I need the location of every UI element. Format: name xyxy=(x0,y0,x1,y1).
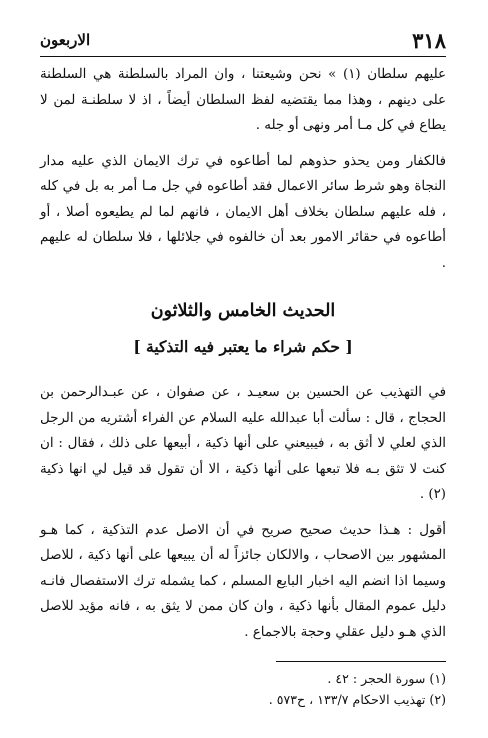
running-title: الاربعون xyxy=(40,31,91,49)
page-body xyxy=(40,62,446,710)
intro-paragraph-1: عليهم سلطان (١) » نحن وشيعتنا ، وان المراد بالسلطنة هي السلطنة على دينهم ، وهذا مما يقتضيه لفظ السلطان أيضاً ، اذ لا سلطنـة لمن لا يطاع في كل مـا أمر ونهى أو جله . xyxy=(40,67,447,133)
hadith-title: الحديث الخامس والثلاثون xyxy=(150,301,336,321)
footnote-1: (١) سورة الحجر : ٤٢ . xyxy=(327,671,446,686)
commentary-paragraph: أقول : هـذا حديث صحيح صريح في أن الاصل عدم التذكية ، كما هـو المشهور بين الاصحاب ، والالكان جائزاً له أن يبيعها على أنها ذكية ، للاصل وسيما اذا انضم اليه اخبار البايع المسلم ، كما يشمله ترك الاستفصال فانـه دليل عموم المقال بأنها ذكية ، وان كان ممن لا يثق به ، فانه مؤيد للاصل الذي هـو دليل عقلي وحجة بالاجماع . xyxy=(40,522,446,640)
footnote-2: (٢) تهذيب الاحكام ١٣٣/٧ ، ح٥٧٣ . xyxy=(268,692,446,707)
footnote-rule xyxy=(276,661,446,662)
hadith-paragraph: في التهذيب عن الحسين بن سعيـد ، عن صفوان ، عن عبـدالرحمن بن الحجاج ، قال : سألت أبا عبدالله عليه السلام عن الفراء أشتريه من الرجل الذي لعلي لا أثق به ، فيبيعني على أنها ذكية ، أبيعها على ذلك ، فقال : ان كنت لا تثق بـه فلا تبعها على أنها ذكية ، الا أن تقول قد قيل لي انها ذكية (٢) . xyxy=(40,385,446,502)
page-header xyxy=(40,26,446,54)
intro-paragraph-2: فالكفار ومن يحذو حذوهم لما أطاعوه في ترك الايمان الذي عليه مدار النجاة وهو شرط سائر الاعمال فقد أطاعوه في جل مـا أمر به بل في كله ، فله عليهم سلطان بخلاف أهل الايمان ، فانهم لما لم يطيعوه أصلا ، أو أطاعوه في حقائر الامور بعد أن خالفوه في جلائلها ، فلا سلطان له عليهم . xyxy=(40,153,446,271)
page-number: ٣١٨ xyxy=(412,27,446,53)
topic-title: [ حكم شراء ما يعتبر فيه التذكية ] xyxy=(133,337,353,356)
header-rule xyxy=(40,56,446,57)
